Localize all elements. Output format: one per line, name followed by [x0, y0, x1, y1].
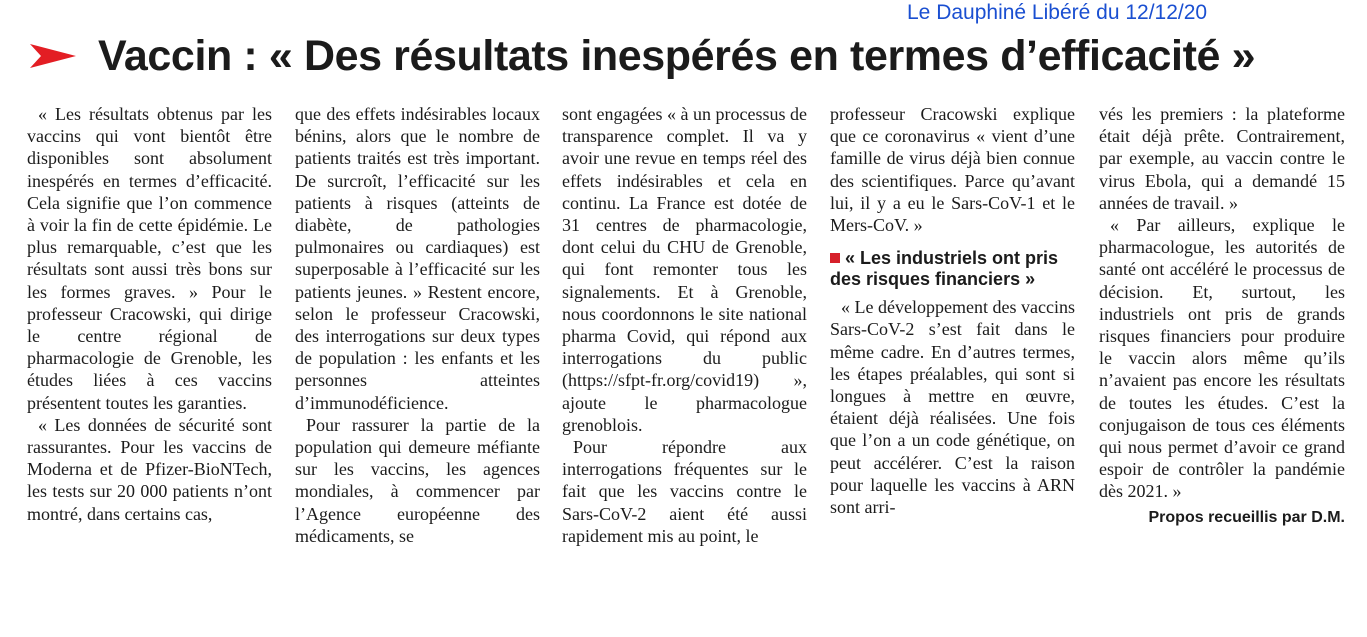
article-column-5: [1099, 103, 1345, 529]
paragraph: vés les premiers : la plateforme était déjà prête. Contrairement, par exemple, au vaccin contre le virus Ebola, qui a demandé 15 années de travail. »: [1099, 104, 1345, 213]
article-column-1: [27, 103, 272, 525]
paragraph: « Les données de sécurité sont rassurantes. Pour les vaccins de Moderna et de Pfizer-BioNTech, les tests sur 20 000 patients n’ont montré, dans certains cas,: [27, 414, 272, 524]
article-column-2: [295, 103, 540, 547]
subheading-text: « Les industriels ont pris des risques financiers »: [830, 248, 1059, 290]
paragraph: « Le développement des vaccins Sars-CoV-2 s’est fait dans le même cadre. En d’autres termes, les étapes préalables, qui sont si longues à mettre en œuvre, étaient déjà réalisées. Une fois que l’on a un code génétique, on peut accélérer. C’est la raison pour laquelle les vaccins à ARN sont arri-: [830, 297, 1075, 518]
headline: [30, 26, 1360, 86]
paragraph: que des effets indésirables locaux bénins, alors que le nombre de patients traités est très important. De surcroît, l’efficacité sur les patients à risques (atteints de diabète, de pathologies pulmonaires ou cardiaques) est superposable à l’efficacité sur les patients jeunes. » Restent encore, selon le professeur Cracowski, des interrogations sur deux types de population : les enfants et les personnes atteintes d’immunodéficience.: [295, 104, 540, 413]
paragraph: Pour rassurer la partie de la population qui demeure méfiante sur les vaccins, les agences mondiales, à commencer par l’Agence européenne des médicaments, se: [295, 414, 540, 546]
paragraph: professeur Cracowski explique que ce coronavirus « vient d’une famille de virus déjà bien connue des scientifiques. Parce qu’avant lui, il y a eu le Sars-CoV-1 et le Mers-CoV. »: [830, 104, 1075, 236]
article-column-3: [562, 103, 807, 547]
paragraph: sont engagées « à un processus de transparence complet. Il va y avoir une revue en temps réel des effets indésirables et cela en continu. La France est dotée de 31 centres de pharmacologie, dont celui du CHU de Grenoble, qui font remonter tous les signalements. Et à Grenoble, nous coordonnons le site national pharma Covid, qui répond aux interrogations du public (https://sfpt-fr.org/covid19) », ajoute le pharmacologue grenoblois.: [562, 104, 807, 435]
source-label: Le Dauphiné Libéré du 12/12/20: [907, 1, 1208, 24]
red-arrow-icon: [30, 44, 76, 68]
page-title: Vaccin : « Des résultats inespérés en termes d’efficacité »: [98, 31, 1256, 80]
paragraph: Pour répondre aux interrogations fréquentes sur le fait que les vaccins contre le Sars-CoV-2 aient été aussi rapidement mis au point, le: [562, 437, 807, 546]
byline: Propos recueillis par D.M.: [1148, 508, 1345, 526]
paragraph: « Les résultats obtenus par les vaccins qui vont bientôt être disponibles sont absolument inespérés en termes d’efficacité. Cela signifie que l’on commence à voir la fin de cette épidémie. Le plus remarquable, c’est que les résultats sont aussi très bons sur les formes graves. » Pour le professeur Cracowski, qui dirige le centre régional de pharmacologie de Grenoble, les études liées à ces vaccins présentent toutes les garanties.: [27, 104, 272, 413]
article-column-4: [830, 103, 1075, 518]
section-subheading: [830, 248, 1075, 290]
paragraph: « Par ailleurs, explique le pharmacologue, les autorités de santé ont accéléré le processus de décision. Et, surtout, les industriels ont pris de grands risques financiers pour produire le vaccin alors même qu’ils n’avaient pas encore les résultats de toutes les études. C’est la conjugaison de tous ces éléments qui nous permet d’avoir ce grand espoir de contrôler la pandémie dès 2021. »: [1099, 215, 1345, 502]
red-square-icon: [830, 253, 840, 263]
